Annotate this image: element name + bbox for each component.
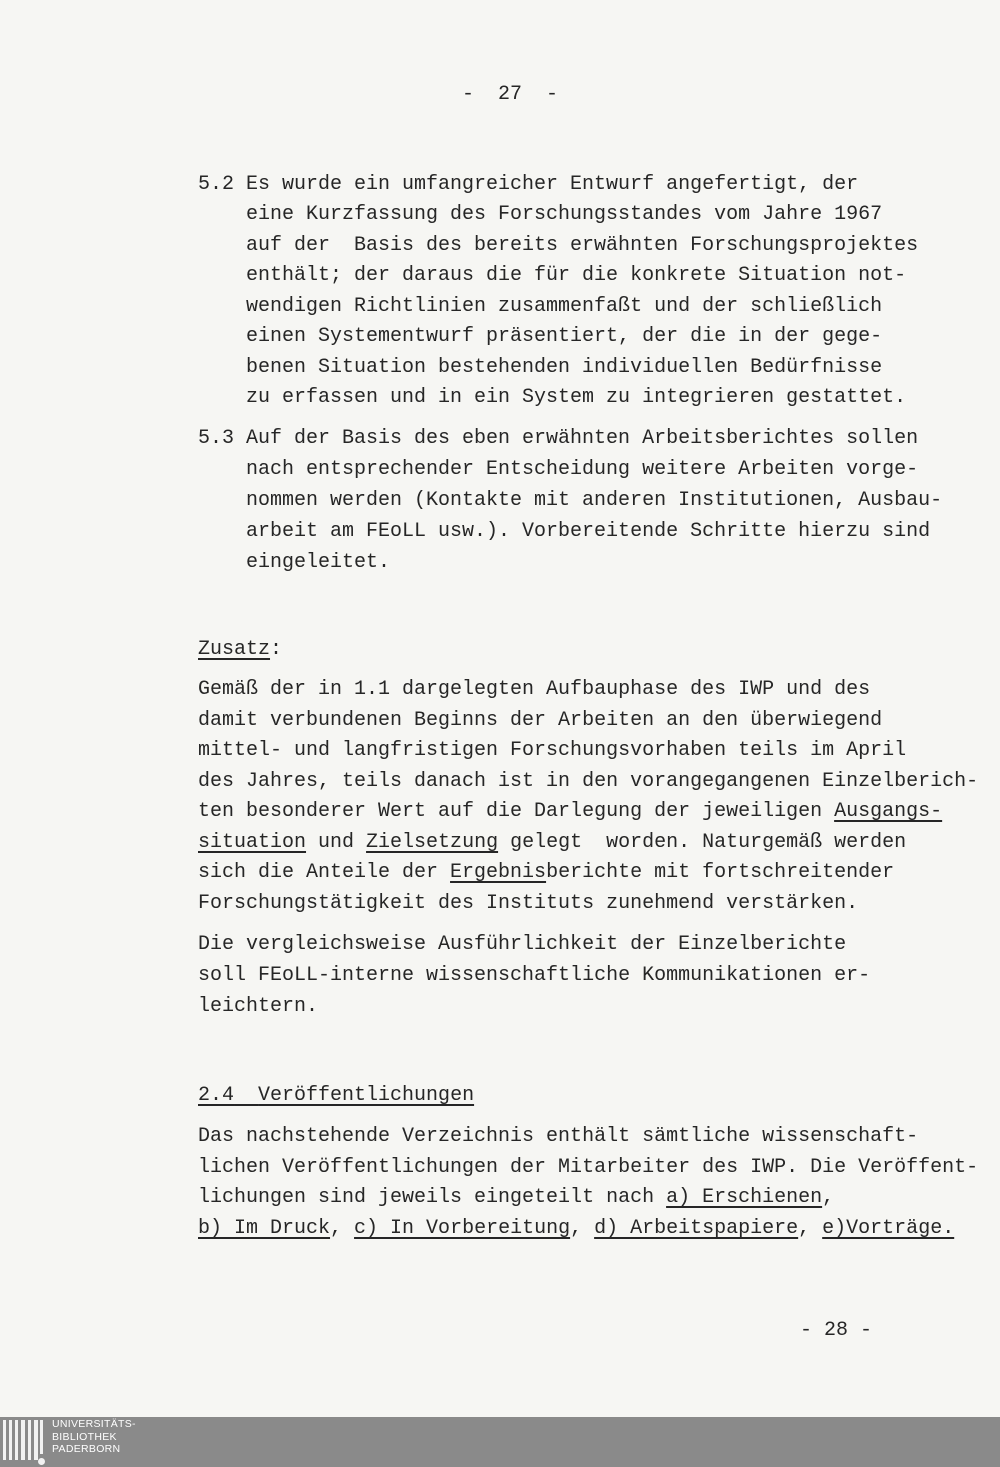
text-line: eine Kurzfassung des Forschungsstandes vom Jahre 1967 [246,203,883,227]
text-line [198,1183,978,1214]
library-name [52,1418,136,1456]
section-body [246,170,918,414]
text-segment: gelegt worden. Naturgemäß werden [498,830,907,854]
text-line: Es wurde ein umfangreicher Entwurf angefertigt, der [246,173,859,196]
text-segment: , [330,1217,355,1241]
heading-spacer [234,1084,258,1107]
text-line: enthält; der daraus die für die konkrete Situation not- [246,264,907,288]
underlined-text: Ergebnis [450,861,547,885]
text-segment: lichungen sind jeweils eingeteilt nach [198,1186,667,1210]
text-line: leichtern. [198,995,319,1018]
library-name-line: PADERBORN [52,1443,121,1455]
text-segment: , [798,1217,823,1241]
text-line: mittel- und langfristigen Forschungsvorhaben teils im April [198,739,907,763]
zusatz-heading-colon: : [270,638,283,661]
zusatz-heading [198,635,282,665]
text-line [198,797,978,828]
text-line: zu erfassen und in ein System zu integrieren gestattet. [246,386,907,410]
logo-bar [21,1420,25,1460]
logo-bar [3,1420,6,1460]
underlined-text: b) Im Druck [198,1217,331,1241]
text-segment: berichte mit fortschreitender [546,861,895,885]
underlined-text: situation [198,830,307,854]
text-segment: und [306,830,367,854]
section-heading-underlined [198,1084,474,1107]
text-line: nommen werden (Kontakte mit anderen Institutionen, Ausbau- [246,489,943,512]
underlined-text: a) Erschienen [666,1186,823,1210]
logo-bar [40,1420,43,1454]
text-line: Forschungstätigkeit des Instituts zunehmend verstärken. [198,891,859,915]
underlined-text: c) In Vorbereitung [354,1217,571,1241]
zusatz-heading-text: Zusatz [198,638,271,661]
logo-bar [15,1420,18,1460]
text-line: Auf der Basis des eben erwähnten Arbeitsberichtes sollen [246,427,919,450]
section-title: Veröffentlichungen [258,1084,475,1107]
page-number-top: - 27 - [462,83,559,106]
logo-bar [28,1420,31,1460]
section-number: 5.2 [198,173,235,196]
text-line: Das nachstehende Verzeichnis enthält sämtliche wissenschaft- [198,1125,919,1148]
text-line: Gemäß der in 1.1 dargelegten Aufbauphase des IWP und des [198,678,871,701]
logo-bar [9,1420,12,1460]
section-number: 2.4 [198,1084,235,1107]
logo-bar [34,1420,38,1460]
text-segment: , [570,1217,595,1241]
text-line: arbeit am FEoLL usw.). Vorbereitende Schritte hierzu sind [246,520,931,543]
text-line: eingeleitet. [246,551,391,574]
text-line: benen Situation bestehenden individuellen Bedürfnisse [246,355,883,379]
page-number-bottom: - 28 - [800,1319,873,1342]
text-line: auf der Basis des bereits erwähnten Forschungsprojektes [246,233,919,257]
text-line: des Jahres, teils danach ist in den vorangegangenen Einzelberich- [198,769,979,793]
section-2-4-heading [198,1081,474,1111]
text-line: wendigen Richtlinien zusammenfaßt und der schließlich [246,294,883,318]
text-line: nach entsprechender Entscheidung weitere Arbeiten vorge- [246,458,919,481]
zusatz-paragraph-2 [198,929,870,1022]
underlined-text: d) Arbeitspapiere [594,1217,799,1241]
text-segment: , [822,1186,835,1210]
underlined-text: Zielsetzung [366,830,499,854]
text-line: Die vergleichsweise Ausführlichkeit der Einzelberichte [198,933,847,956]
text-line [198,858,978,889]
underlined-text: e)Vorträge. [822,1217,955,1241]
logo-dot [38,1458,45,1465]
text-segment: ten besonderer Wert auf die Darlegung der jeweiligen [198,800,835,824]
section-body [246,423,942,578]
text-line [198,828,978,859]
library-logo-icon [0,1417,50,1467]
text-line: soll FEoLL-interne wissenschaftliche Kommunikationen er- [198,964,871,987]
library-name-line: UNIVERSITÄTS- [52,1418,136,1430]
section-2-4-paragraph [198,1122,978,1245]
text-line: damit verbundenen Beginns der Arbeiten an den überwiegend [198,708,883,732]
text-segment: sich die Anteile der [198,861,451,885]
library-footer-bar [0,1417,1000,1467]
text-line: einen Systementwurf präsentiert, der die in der gege- [246,325,883,349]
section-number: 5.3 [198,427,235,450]
library-name-line: BIBLIOTHEK [52,1430,117,1443]
text-line: lichen Veröffentlichungen der Mitarbeiter des IWP. Die Veröffent- [198,1155,979,1179]
underlined-text: Ausgangs- [834,800,943,824]
text-line [198,1214,978,1245]
zusatz-paragraph-1 [198,675,978,920]
